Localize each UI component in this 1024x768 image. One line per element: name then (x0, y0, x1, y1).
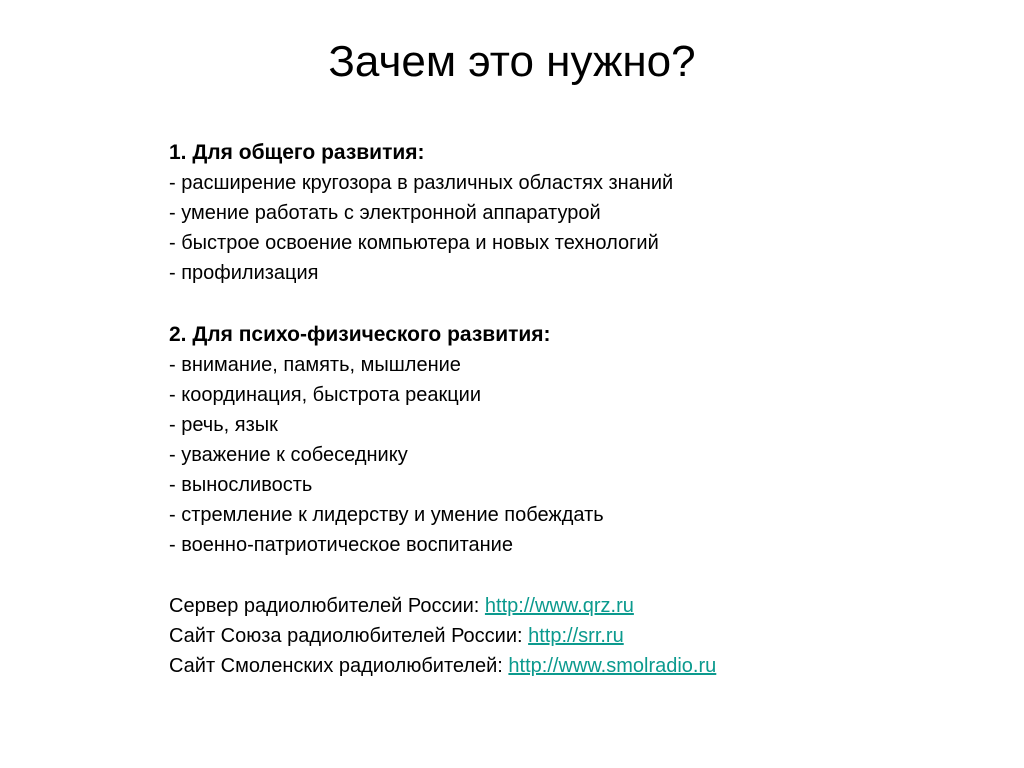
list-item: - речь, язык (169, 414, 278, 436)
list-item: - уважение к собеседнику (169, 444, 408, 466)
list-item: - военно-патриотическое воспитание (169, 534, 513, 556)
list-item: - внимание, память, мышление (169, 354, 461, 376)
srr-link[interactable]: http://srr.ru (528, 625, 624, 647)
list-item: - выносливость (169, 474, 313, 496)
link-label: Сайт Смоленских радиолюбителей: (169, 655, 509, 677)
link-row-smolradio (169, 651, 989, 681)
section2-heading: 2. Для психо-физического развития: (169, 323, 551, 346)
list-item: - координация, быстрота реакции (169, 384, 482, 406)
section1-heading: 1. Для общего развития: (169, 141, 425, 164)
qrz-link[interactable]: http://www.qrz.ru (484, 595, 634, 617)
spacer (169, 560, 989, 591)
slide-title: Зачем это нужно? (328, 37, 696, 86)
slide-content (169, 137, 989, 681)
smolradio-link[interactable]: http://www.smolradio.ru (508, 655, 717, 677)
spacer (169, 288, 989, 319)
link-row-srr (169, 621, 989, 651)
link-label: Сервер радиолюбителей России: (169, 595, 485, 617)
list-item: - расширение кругозора в различных областях знаний (169, 172, 674, 194)
list-item: - стремление к лидерству и умение побеждать (169, 504, 604, 526)
list-item: - умение работать с электронной аппаратурой (169, 202, 601, 224)
list-item: - быстрое освоение компьютера и новых технологий (169, 232, 659, 254)
link-row-qrz (169, 591, 989, 621)
link-label: Сайт Союза радиолюбителей России: (169, 625, 529, 647)
list-item: - профилизация (169, 262, 319, 284)
